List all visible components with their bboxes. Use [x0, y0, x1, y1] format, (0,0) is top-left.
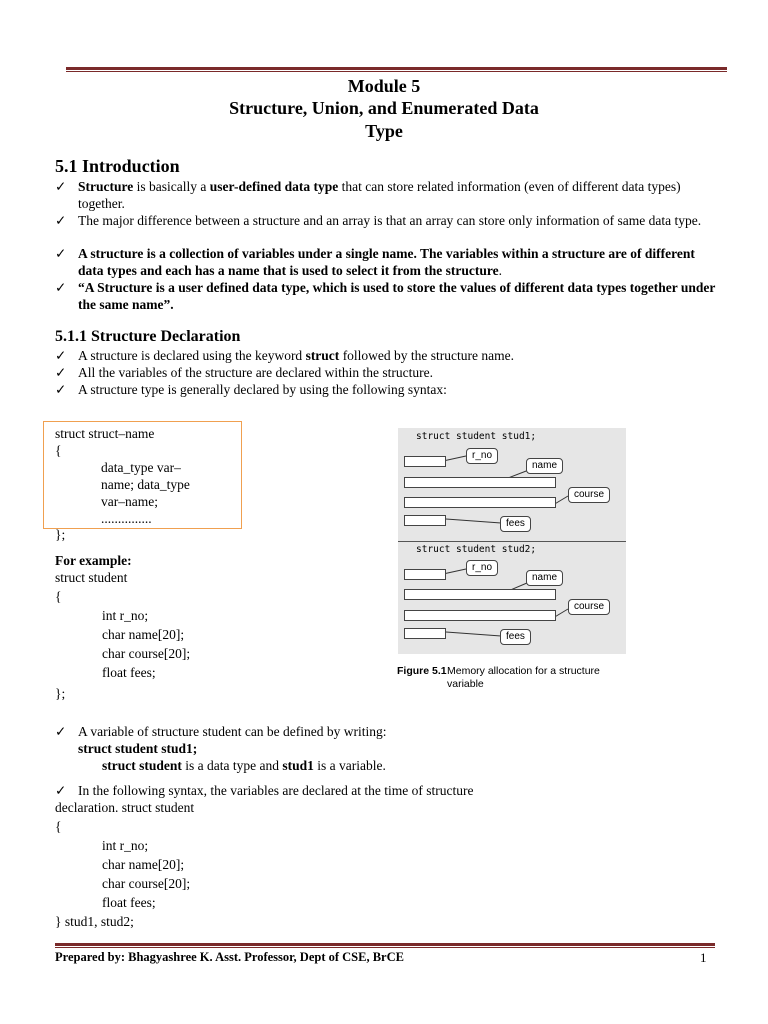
module-title: Module 5	[347, 76, 421, 96]
check-icon: ✓	[55, 246, 67, 261]
code-line: };	[55, 686, 66, 701]
memory-field-fees	[404, 628, 446, 639]
syntax-line: name; data_type	[101, 477, 190, 492]
check-icon: ✓	[55, 348, 67, 363]
decl-heading: 5.1.1 Structure Declaration	[55, 328, 241, 345]
callout-fees: fees	[500, 629, 531, 645]
check-icon: ✓	[55, 179, 67, 194]
syntax-line: data_type var–	[101, 460, 181, 475]
check-icon: ✓	[55, 724, 67, 739]
code-line: struct student	[55, 570, 128, 585]
code-line: float fees;	[102, 665, 156, 680]
callout-rno: r_no	[466, 448, 498, 464]
figure-label: Figure 5.1	[397, 665, 447, 677]
code-line: {	[55, 819, 62, 834]
code-line: float fees;	[102, 895, 156, 910]
example-label: For example:	[55, 553, 132, 568]
check-icon: ✓	[55, 280, 67, 295]
code-line: struct student stud1;	[78, 741, 198, 756]
code-line: {	[55, 589, 62, 604]
figure-caption-text: Memory allocation for a structure variable	[447, 665, 600, 690]
intro-heading: 5.1 Introduction	[55, 156, 180, 176]
check-icon: ✓	[55, 365, 67, 380]
memory-allocation-figure	[398, 428, 626, 654]
second-text: declaration. struct student	[55, 800, 195, 815]
figure-separator	[398, 541, 626, 542]
var-def-explanation: struct student is a data type and stud1 is a variable.	[102, 758, 386, 773]
memory-field-name	[404, 589, 556, 600]
memory-field-course	[404, 610, 556, 621]
callout-course: course	[568, 487, 610, 503]
page-number: 1	[700, 950, 707, 965]
footer-text: Prepared by: Bhagyashree K. Asst. Professor, Dept of CSE, BrCE	[55, 950, 404, 964]
footer-rule-thin	[55, 947, 715, 948]
syntax-box	[43, 421, 242, 542]
figure-code-stud1: struct student stud1;	[416, 431, 537, 442]
check-icon: ✓	[55, 382, 67, 397]
module-subtitle-2: Type	[365, 121, 403, 141]
callout-course: course	[568, 599, 610, 615]
syntax-line: struct struct–name	[55, 426, 155, 441]
code-line: char name[20];	[102, 857, 185, 872]
header-rule	[66, 67, 727, 70]
header-rule-thin	[66, 71, 727, 72]
code-line: char course[20];	[102, 646, 191, 661]
callout-name: name	[526, 570, 563, 586]
syntax-line: };	[55, 527, 66, 542]
memory-field-course	[404, 497, 556, 508]
syntax-line: {	[55, 443, 62, 458]
code-line: char course[20];	[102, 876, 191, 891]
memory-field-fees	[404, 515, 446, 526]
code-line: char name[20];	[102, 627, 185, 642]
memory-field-rno	[404, 456, 446, 467]
callout-name: name	[526, 458, 563, 474]
check-icon: ✓	[55, 783, 67, 798]
memory-field-rno	[404, 569, 446, 580]
check-icon: ✓	[55, 213, 67, 228]
code-line: } stud1, stud2;	[55, 914, 134, 929]
code-line: int r_no;	[102, 838, 149, 853]
memory-field-name	[404, 477, 556, 488]
module-subtitle-1: Structure, Union, and Enumerated Data	[229, 98, 539, 118]
footer-rule	[55, 943, 715, 946]
code-line: int r_no;	[102, 608, 149, 623]
syntax-line: ...............	[101, 511, 152, 526]
callout-fees: fees	[500, 516, 531, 532]
figure-code-stud2: struct student stud2;	[416, 544, 537, 555]
syntax-line: var–name;	[101, 494, 158, 509]
callout-rno: r_no	[466, 560, 498, 576]
